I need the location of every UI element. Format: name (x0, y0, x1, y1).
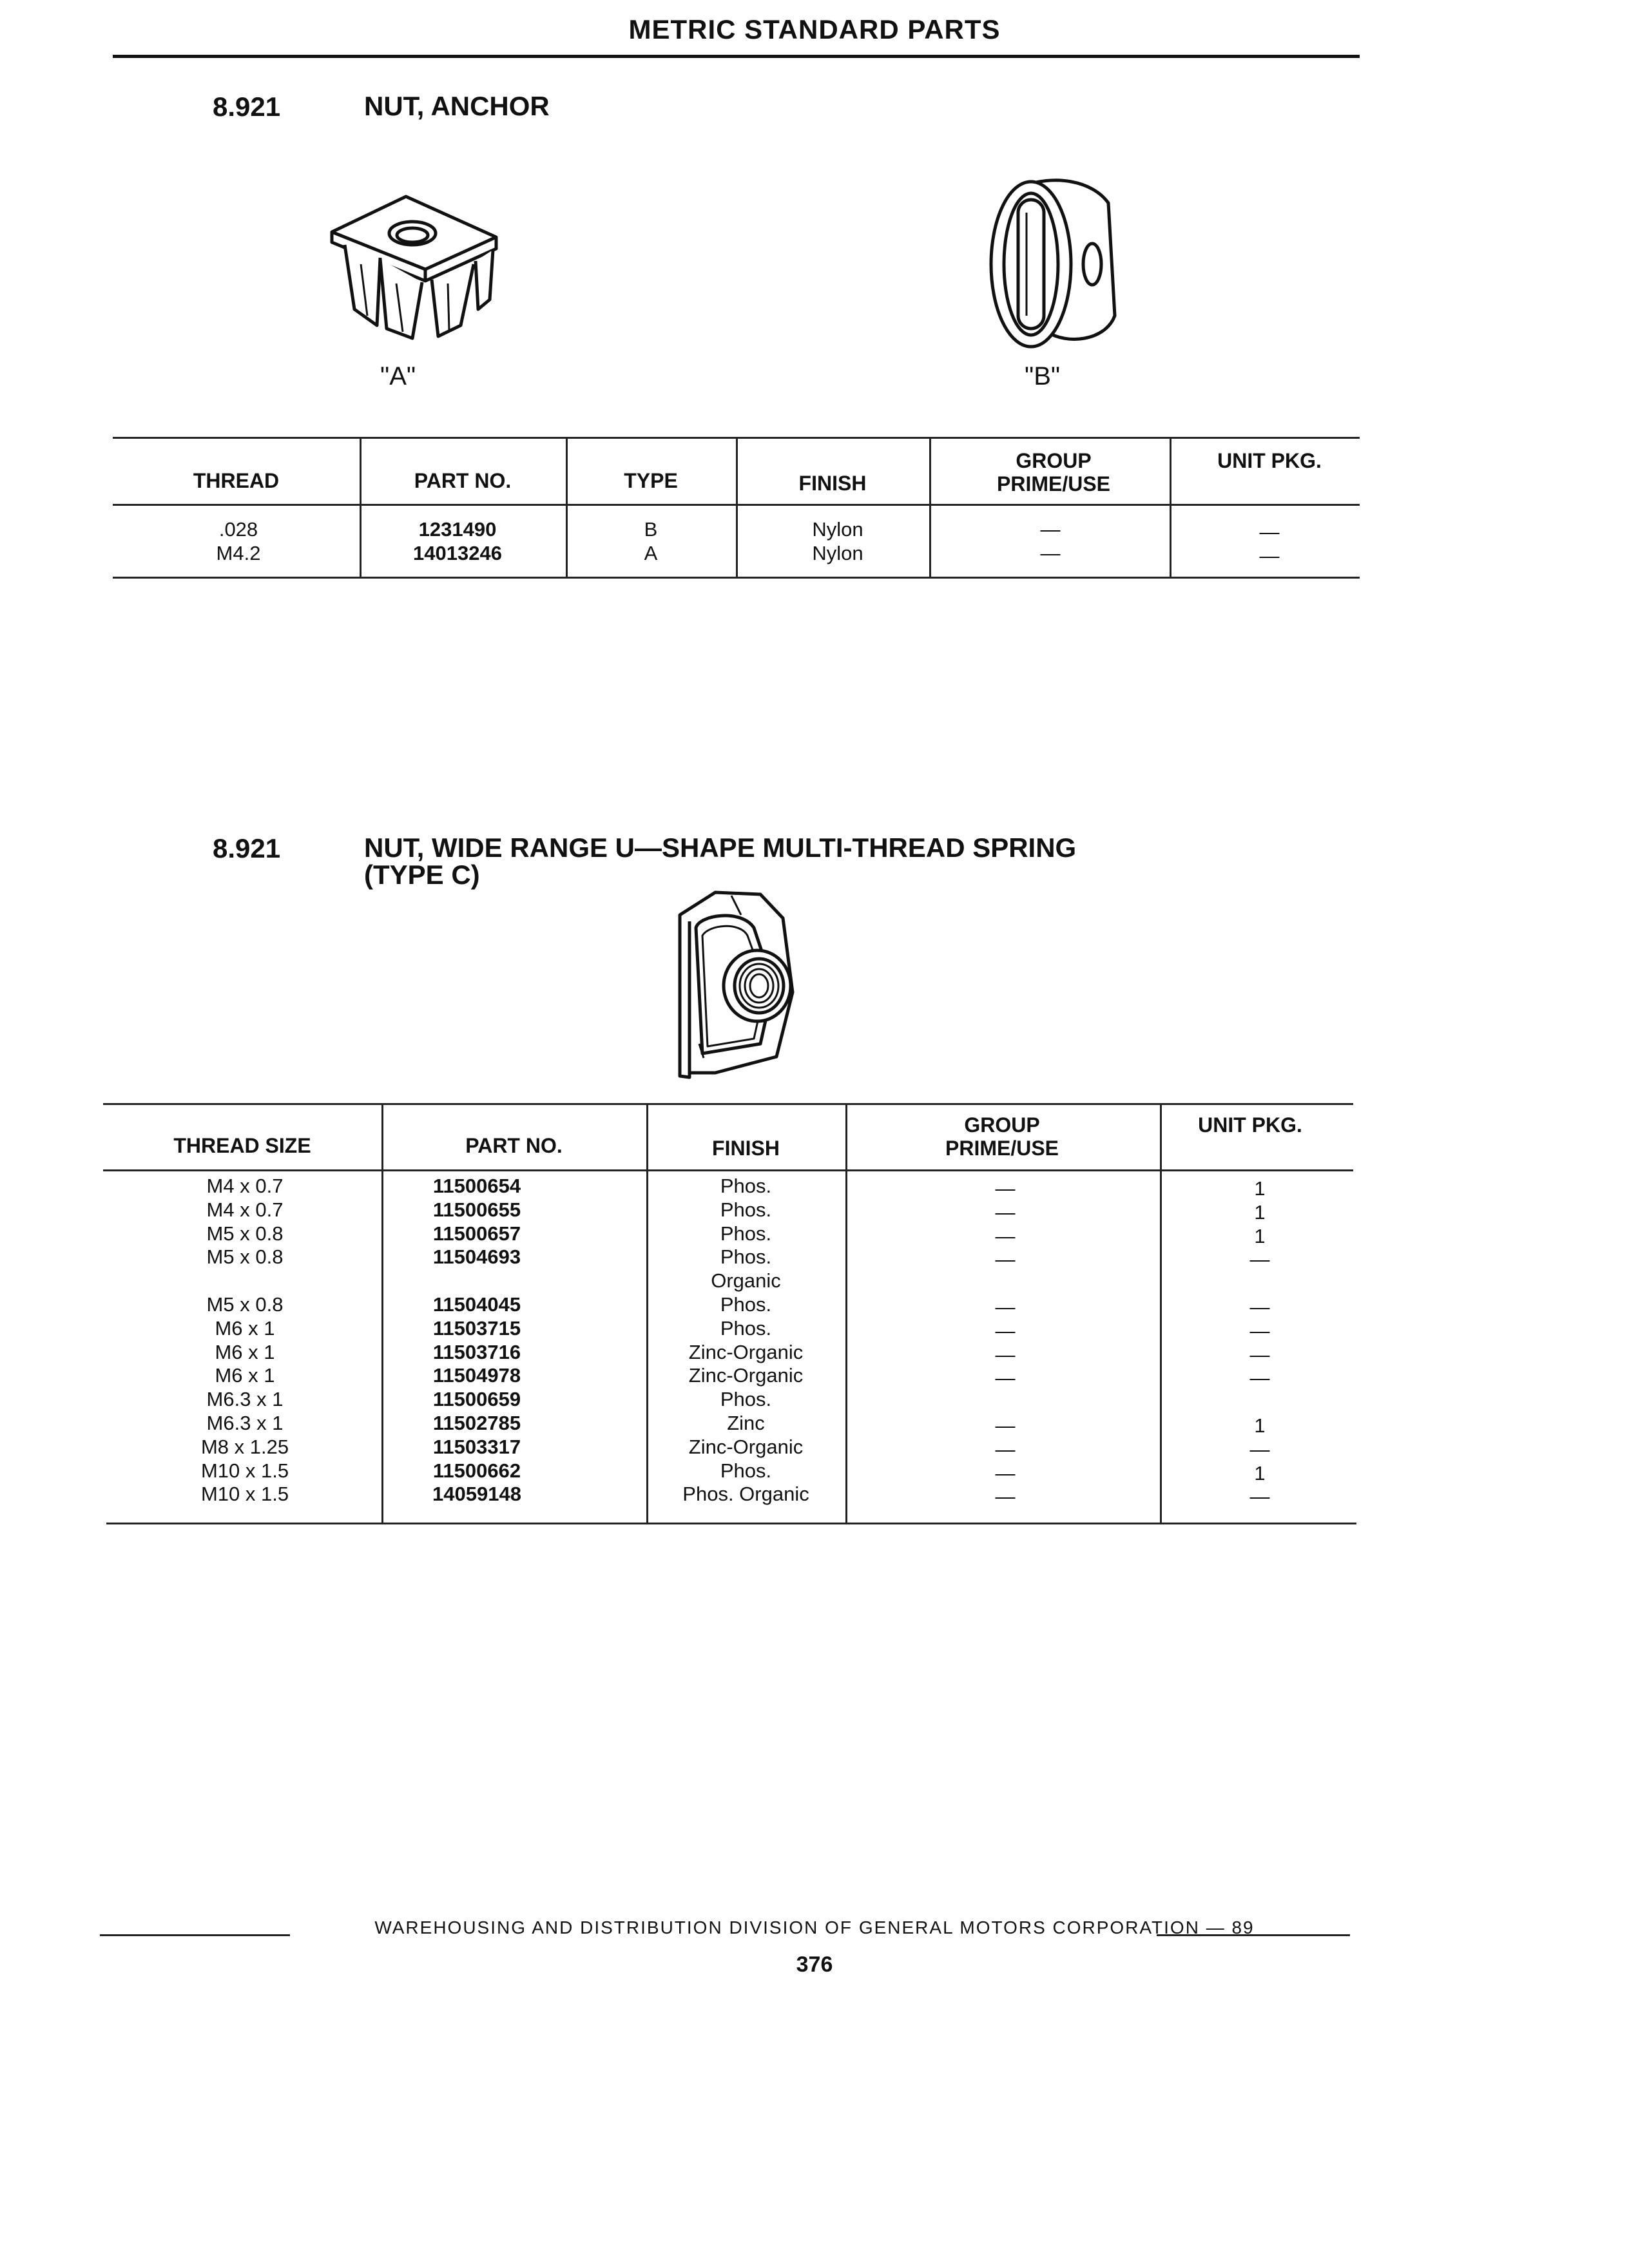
figure-a-label: "A" (380, 362, 416, 390)
table2-cell-part-no: 11504978 (432, 1364, 521, 1387)
table2-cell-finish: Phos. (720, 1388, 772, 1411)
table2-cell-part-no: 11503317 (432, 1435, 521, 1458)
table1-cell-type: B (644, 518, 658, 541)
table2-header-finish: FINISH (712, 1137, 780, 1160)
table2-cell-group: — (995, 1177, 1016, 1200)
table2-col-divider (381, 1103, 383, 1523)
table2-cell-part-no: 11500654 (432, 1175, 521, 1197)
table2-cell-group: — (995, 1343, 1016, 1366)
table2-cell-finish: Phos. (720, 1245, 772, 1269)
table2-cell-finish: Phos. (720, 1316, 772, 1340)
figure-b-label: "B" (1025, 362, 1061, 390)
table2-cell-finish: Organic (711, 1269, 781, 1293)
table1-cell-finish: Nylon (812, 518, 863, 541)
table1-cell-part-no: 14013246 (413, 542, 502, 564)
table1-cell-group: — (1040, 542, 1061, 564)
table2-cell-finish: Zinc-Organic (688, 1340, 804, 1363)
table2-cell-group: — (995, 1414, 1016, 1437)
table2-cell-part-no: 11504693 (432, 1245, 521, 1269)
table2-cell-group: — (995, 1248, 1016, 1271)
table2-cell-thread-size: M6.3 x 1 (206, 1388, 284, 1411)
table1-col-divider (736, 437, 738, 577)
table2-cell-thread-size: M5 x 0.8 (206, 1245, 284, 1269)
section2-title-line1: NUT, WIDE RANGE U—SHAPE MULTI-THREAD SPRING (364, 832, 1077, 863)
table2-cell-part-no: 11500655 (432, 1198, 521, 1221)
table2-col-divider (845, 1103, 847, 1523)
table2-cell-thread-size: M6 x 1 (215, 1340, 275, 1363)
section2-number: 8.921 (213, 833, 281, 863)
table2-cell-group: — (995, 1296, 1016, 1318)
table1-header-type: TYPE (624, 469, 678, 492)
table2-cell-unit: — (1249, 1343, 1270, 1366)
table1-header-thread: THREAD (193, 469, 280, 492)
section2-title-line2: (TYPE C) (364, 860, 480, 890)
table2-cell-group: — (995, 1485, 1016, 1508)
table2-cell-thread-size: M6.3 x 1 (206, 1412, 284, 1434)
table1-cell-unit: — (1259, 521, 1280, 543)
table2-cell-part-no: 11502785 (432, 1412, 521, 1434)
table2-cell-thread-size: M8 x 1.25 (200, 1435, 289, 1458)
table2-cell-finish: Phos. (720, 1222, 772, 1245)
table2-col-divider (1160, 1103, 1162, 1523)
table2-cell-thread-size: M10 x 1.5 (200, 1483, 289, 1506)
table2-cell-thread-size: M5 x 0.8 (206, 1222, 284, 1245)
section1-title: NUT, ANCHOR (364, 91, 550, 121)
page-number: 376 (796, 1952, 833, 1977)
table2-top-rule (103, 1103, 1353, 1105)
table2-cell-finish: Phos. (720, 1293, 772, 1316)
table2-cell-thread-size: M4 x 0.7 (206, 1175, 284, 1197)
footer-text: WAREHOUSING AND DISTRIBUTION DIVISION OF GENERAL MOTORS CORPORATION — 89 (374, 1917, 1255, 1937)
table1-bottom-rule (113, 577, 1360, 579)
table2-cell-unit: 1 (1254, 1200, 1266, 1224)
table1-col-divider (1170, 437, 1171, 577)
table2-cell-part-no: 11500662 (432, 1459, 521, 1482)
table2-cell-group: — (995, 1437, 1016, 1461)
table2-cell-finish: Zinc (727, 1412, 765, 1434)
table1-header-group: GROUP PRIME/USE (996, 449, 1111, 495)
table2-cell-part-no: 11500659 (432, 1388, 521, 1411)
table2-cell-finish: Phos. Organic (682, 1483, 809, 1506)
table1-header-part-no: PART NO. (414, 469, 512, 492)
table2-header-unit: UNIT PKG. (1198, 1113, 1302, 1137)
table2-cell-unit: 1 (1254, 1414, 1266, 1437)
table2-header-group: GROUP PRIME/USE (945, 1113, 1059, 1160)
page-header: METRIC STANDARD PARTS (628, 14, 1001, 44)
table2-cell-part-no: 11504045 (432, 1293, 521, 1316)
table1-header-finish: FINISH (798, 472, 867, 495)
table2-cell-finish: Phos. (720, 1198, 772, 1221)
table1-header-unit: UNIT PKG. (1217, 449, 1322, 472)
table2-cell-finish: Zinc-Organic (688, 1435, 804, 1458)
anchor-nut-b-drawing (983, 174, 1124, 361)
table1-cell-finish: Nylon (812, 542, 863, 564)
table2-bottom-rule (106, 1523, 1356, 1524)
table2-cell-group: — (995, 1461, 1016, 1485)
table1-cell-part-no: 1231490 (418, 518, 497, 541)
table2-cell-unit: — (1249, 1248, 1270, 1271)
table2-cell-unit: 1 (1254, 1177, 1266, 1200)
table1-cell-thread: .028 (218, 518, 258, 541)
table2-cell-thread-size: M10 x 1.5 (200, 1459, 289, 1482)
table2-cell-finish: Phos. (720, 1459, 772, 1482)
table2-cell-part-no: 11503715 (432, 1316, 521, 1340)
table1-col-divider (360, 437, 361, 577)
table2-cell-part-no: 11503716 (432, 1340, 521, 1363)
table2-cell-finish: Phos. (720, 1175, 772, 1197)
section1-number: 8.921 (213, 91, 281, 122)
table2-cell-group: — (995, 1319, 1016, 1342)
table2-cell-unit: — (1249, 1367, 1270, 1390)
table2-cell-thread-size: M4 x 0.7 (206, 1198, 284, 1221)
table2-header-rule (103, 1169, 1353, 1171)
table2-cell-finish: Zinc-Organic (688, 1364, 804, 1387)
table1-cell-thread: M4.2 (216, 542, 261, 564)
anchor-nut-a-drawing (316, 187, 509, 354)
table2-cell-group: — (995, 1367, 1016, 1390)
table2-cell-group: — (995, 1224, 1016, 1247)
table2-cell-unit: — (1249, 1437, 1270, 1461)
table2-cell-unit: — (1249, 1319, 1270, 1342)
header-rule (113, 55, 1360, 58)
table1-cell-group: — (1040, 518, 1061, 541)
table2-cell-thread-size: M6 x 1 (215, 1316, 275, 1340)
table2-cell-thread-size: M6 x 1 (215, 1364, 275, 1387)
table2-cell-part-no: 11500657 (432, 1222, 521, 1245)
table2-cell-thread-size: M5 x 0.8 (206, 1293, 284, 1316)
table2-cell-group: — (995, 1200, 1016, 1224)
table1-cell-unit: — (1259, 544, 1280, 567)
table1-cell-type: A (644, 542, 658, 564)
table2-cell-unit: 1 (1254, 1461, 1266, 1485)
table2-cell-unit: 1 (1254, 1224, 1266, 1247)
table2-header-part-no: PART NO. (465, 1134, 563, 1157)
table2-cell-part-no: 14059148 (432, 1483, 521, 1506)
table2-cell-unit: — (1249, 1485, 1270, 1508)
table2-cell-unit: — (1249, 1296, 1270, 1318)
spring-nut-drawing (664, 889, 818, 1082)
table2-header-thread-size: THREAD SIZE (173, 1134, 311, 1157)
